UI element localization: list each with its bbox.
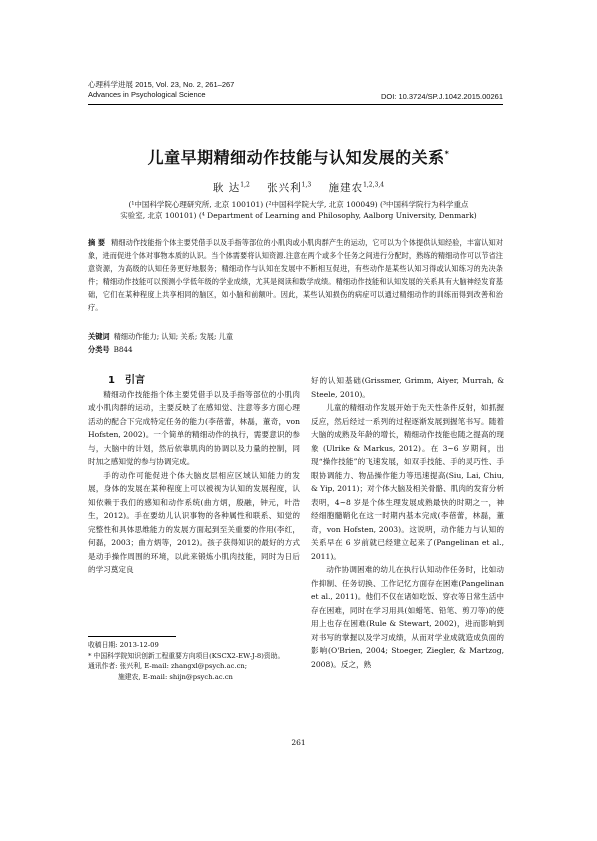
section-title: 引言: [124, 375, 145, 386]
footnote-rule: [88, 636, 176, 637]
journal-header: [88, 80, 234, 100]
author-name: 施建农: [328, 182, 364, 194]
header-rule: [88, 104, 503, 105]
left-column: [88, 374, 300, 577]
abstract-text: 精细动作技能指个体主要凭借手以及手指等部位的小肌肉或小肌肉群产生的运动，它可以为个体提供认知经验，丰富认知对象，进而促进个体对事物本质的认识。当个体需要将认知资源.注意在两个或多个任务之间进行分配时，熟练的精细动作可以节省注意资源，为高级的认知任务更好地服务；精细动作与认知在发展中不断相互促进，有些动作是某些认知习得或认知练习的先决条件；精细动作技能可以预测小学低年级的学业成绩，尤其是阅读和数学成绩。精细动作技能和认知发展的关系具有大脑神经发育基础，它们在某种程度上共享相同的脑区，如小脑和前额叶。因此，某些认知损伤的病症可以通过精细动作的训练而得到改善和治疗。: [88, 238, 503, 312]
received-date: 收稿日期: 2013-12-09: [88, 641, 159, 649]
affiliation-line: (¹中国科学院心理研究所, 北京 100101) (²中国科学院大学, 北京 100049) (³中国科学院行为科学重点: [128, 200, 469, 209]
affiliation-line: 实验室, 北京 100101) (⁴ Department of Learning and Philosophy, Aalborg University, Denmark): [120, 211, 477, 220]
body-paragraph: 手的动作可能促进个体大脑皮层相应区域认知能力的发展，身体的发展在某种程度上可以被视为认知的发展程度，认知依赖于我们的感知和动作系统(曲方炳，殷融，钟元，叶浩生，2012)。手在要幼儿认识事物的各种属性和联系、知觉的完整性和具体思维能力的发展方面起到至关重要的作用(李红，何磊，2003；曲方炳等，2012)。孩子获得知识的最好的方式是动手操作周围的环境，以此来锻炼小肌肉技能，同时为日后的学习奠定良: [88, 470, 300, 574]
body-paragraph: 动作协调困难的幼儿在执行认知动作任务时，比如动作抑制、任务切换、工作记忆方面存在困难(Pangelinan et al., 2011)。他们不仅在诸如吃饭、穿衣等日常生活中存在困难，同时在学习用具(如蜡笔、铅笔、剪刀等)的使用上也存在困难(Rule & Stewart, 2002)，进而影响到对书写的掌握以及学习成绩，从而对学业成就造成负面的影响(O'Brien, 2004; Stoeger, Ziegler, & Martzog, 2008)。反之，熟: [311, 565, 504, 669]
abstract: [88, 236, 503, 314]
author-list: [0, 180, 597, 195]
journal-citation: 心理科学进展 2015, Vol. 23, No. 2, 261–267: [88, 80, 235, 89]
keywords-block: [88, 330, 503, 356]
author-name: 张兴利: [267, 182, 302, 194]
paper-title-text: 儿童早期精细动作技能与认知发展的关系: [147, 148, 445, 167]
title-footnote-mark: *: [444, 149, 450, 159]
doi: DOI: 10.3724/SP.J.1042.2015.00261: [380, 92, 503, 101]
body-paragraph: 好的认知基础(Grissmer, Grimm, Aiyer, Murrah, & Steele, 2010)。: [311, 376, 504, 399]
section-heading: [88, 374, 300, 388]
footnotes: [88, 640, 303, 682]
author-name: 耿 达: [212, 182, 241, 194]
author-affil-sup: 1,2,3,4: [363, 181, 385, 189]
section-number: 1: [108, 375, 115, 386]
keywords-text: 精细动作能力; 认知; 关系; 发展; 儿童: [113, 332, 234, 341]
classification-label: 分类号: [88, 345, 110, 354]
keywords-label: 关键词: [88, 332, 110, 341]
right-column: [311, 374, 504, 671]
classification-code: B844: [113, 345, 133, 354]
body-paragraph: 儿童的精细动作发展开始于先天性条件反射，如抓握反应，然后经过一系列的过程逐渐发展到握笔书写。随着大脑的成熟及年龄的增长，精细动作技能也随之提高的现象 (Ulrike & Markus, 2012)。在 3~6 岁期间，出现“操作技能”的飞速发展，如双手技能、手的灵巧性、手眼协调能力、物品操作能力等迅速提高(Siu, Lai, Chiu, & Yip, 2011)；对个体大脑及相关骨骼、肌肉的发育分析表明，4~8 岁是个体生理发展成熟最快的时期之一，神经细胞髓鞘化在这一时期内基本完成(李蓓蕾，林磊，董奇，von Hofsten, 2003)。这说明，动作能力与认知的关系早在 6 岁前就已经建立起来了(Pangelinan et al., 2011)。: [311, 403, 504, 561]
body-paragraph: 精细动作技能指个体主要凭借手以及手指等部位的小肌肉或小肌肉群的运动，主要反映了在感知觉、注意等多方面心理活动的配合下完成特定任务的能力(李蓓蕾，林磊，董奇，von Hofsten, 2002)。一个简单的精细动作的执行，需要意识的参与，大脑中的计划，然后依靠肌肉的协调以及力量的控制，同时加之感知觉的参与协调完成。: [88, 389, 300, 466]
journal-english-name: Advances in Psychological Science: [88, 90, 206, 99]
corresponding-author: 施建农, E-mail: shijn@psych.ac.cn: [118, 672, 233, 681]
abstract-label: 摘 要: [88, 238, 106, 247]
author-affil-sup: 1,2: [240, 181, 250, 189]
affiliations: [105, 199, 492, 221]
paper-title: [0, 145, 597, 168]
funding-note: * 中国科学院知识创新工程重要方向项目(KSCX2-EW-J-8)资助。: [88, 651, 285, 660]
page-number: 261: [291, 738, 306, 747]
corresponding-author: 通讯作者: 张兴利, E-mail: zhangxl@psych.ac.cn;: [88, 662, 248, 670]
author-affil-sup: 1,3: [301, 181, 312, 189]
